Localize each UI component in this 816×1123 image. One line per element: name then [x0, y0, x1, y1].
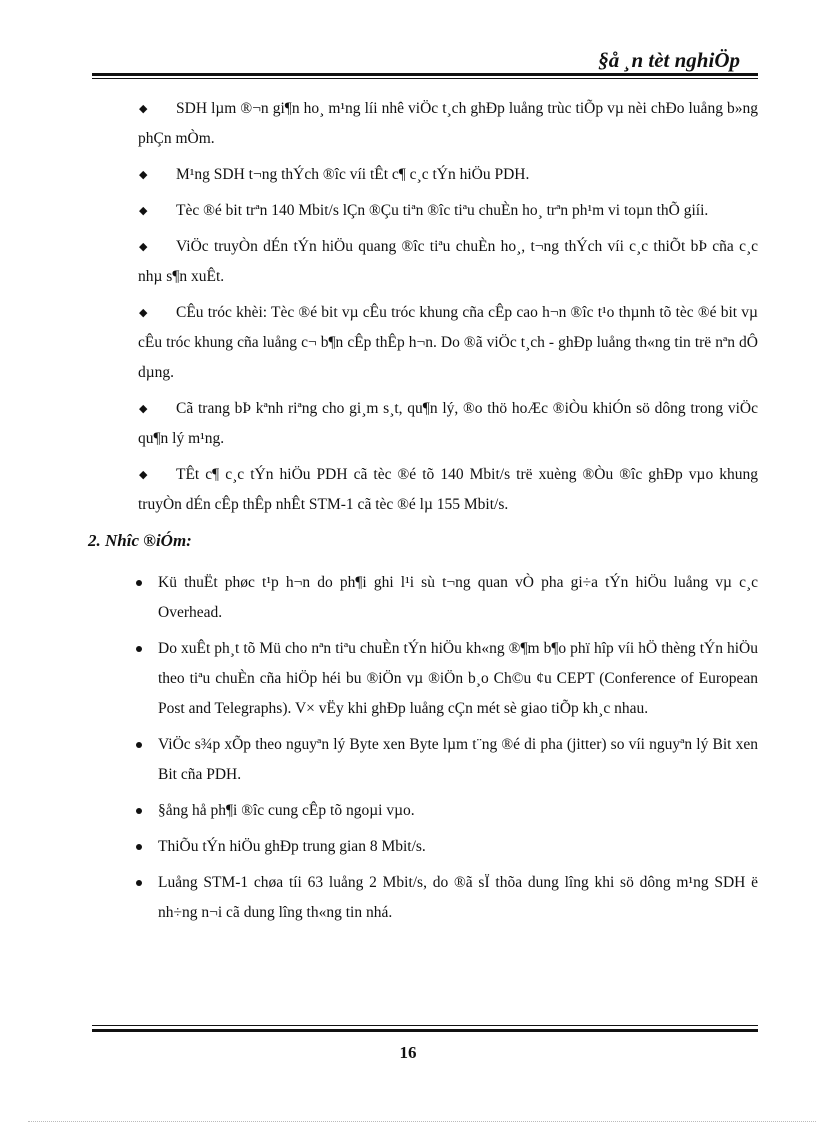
page-number: 16 [399, 1043, 417, 1062]
page-edge-dotted-line [28, 1121, 816, 1122]
section-heading: 2. Nhîc ®iÓm: [88, 531, 192, 550]
footer-rule [92, 1029, 758, 1032]
list-item: ◆ M¹ng SDH t¬ng thÝch ®îc víi tÊt c¶ c¸c tÝn hiÖu PDH. [92, 160, 758, 190]
section-advantages [92, 94, 758, 520]
list-item: ◆ TÊt c¶ c¸c tÝn hiÖu PDH cã tèc ®é tõ 140 Mbit/s trë xuèng ®Òu ®îc ghÐp vµo khung truyÒn dÉn cÊp thÊp nhÊt STM-1 cã tèc ®é lµ 155 Mbit/s. [92, 460, 758, 520]
round-bullet-icon [136, 880, 142, 886]
section-disadvantages [92, 568, 758, 928]
round-bullet-icon [136, 580, 142, 586]
diamond-bullet-icon: ◆ [139, 205, 148, 217]
list-item: ◆ CÊu tróc khèi: Tèc ®é bit vµ cÊu tróc khung cña cÊp cao h¬n ®îc t¹o thµnh tõ tèc ®é bit vµ cÊu tróc khung cña luång c¬ b¶n cÊp thÊp h¬n. Do ®ã viÖc t¸ch - ghÐp luång th«ng tin trë nªn dÔ dµng. [92, 298, 758, 388]
diamond-bullet-icon: ◆ [139, 307, 148, 319]
round-bullet-icon [136, 742, 142, 748]
list-item: Luång STM-1 chøa tíi 63 luång 2 Mbit/s, do ®ã sÏ thõa dung lîng khi sö dông m¹ng SDH ë nh÷ng n¬i cã dung lîng th«ng tin nhá. [92, 868, 758, 928]
header-title: §å ¸n tèt nghiÖp [598, 48, 740, 72]
list-item: ViÖc s¾p xÕp theo nguyªn lý Byte xen Byte lµm t¨ng ®é di pha (jitter) so víi nguyªn lý Bit xen Bit cña PDH. [92, 730, 758, 790]
header-rule-thin [92, 78, 758, 79]
list-item: ThiÕu tÝn hiÖu ghÐp trung gian 8 Mbit/s. [92, 832, 758, 862]
diamond-bullet-icon: ◆ [139, 469, 148, 481]
footer-rule-thin [92, 1025, 758, 1026]
list-item: Kü thuËt phøc t¹p h¬n do ph¶i ghi l¹i sù t¬ng quan vÒ pha gi÷a tÝn hiÖu luång vµ c¸c Overhead. [92, 568, 758, 628]
diamond-bullet-icon: ◆ [139, 403, 148, 415]
diamond-bullet-icon: ◆ [139, 169, 148, 181]
list-item: ◆ ViÖc truyÒn dÉn tÝn hiÖu quang ®îc tiªu chuÈn ho¸, t¬ng thÝch víi c¸c thiÕt bÞ cña c¸c nhµ s¶n xuÊt. [92, 232, 758, 292]
list-item: ◆ Cã trang bÞ kªnh riªng cho gi¸m s¸t, qu¶n lý, ®o thö hoÆc ®iÒu khiÓn sö dông trong viÖc qu¶n lý m¹ng. [92, 394, 758, 454]
page-body [88, 94, 758, 934]
header-rule [92, 73, 758, 76]
diamond-bullet-icon: ◆ [139, 103, 148, 115]
list-item: ◆ SDH lµm ®¬n gi¶n ho¸ m¹ng líi nhê viÖc t¸ch ghÐp luång trùc tiÕp vµ nèi chÐo luång b»ng phÇn mÒm. [92, 94, 758, 154]
list-item: ◆ Tèc ®é bit trªn 140 Mbit/s lÇn ®Çu tiªn ®îc tiªu chuÈn ho¸ trªn ph¹m vi toµn thÕ giíi. [92, 196, 758, 226]
list-item: Do xuÊt ph¸t tõ Mü cho nªn tiªu chuÈn tÝn hiÖu kh«ng ®¶m b¶o phï hîp víi hÖ thèng tÝn hiÖu theo tiªu chuÈn cña hiÖp héi bu ®iÖn vµ ®iÖn b¸o Ch©u ¢u CEPT (Conference of European Post and Telegraphs). V× vËy khi ghÐp luång cÇn mét sè giao tiÕp kh¸c nhau. [92, 634, 758, 724]
round-bullet-icon [136, 808, 142, 814]
list-item: §ång hå ph¶i ®îc cung cÊp tõ ngoµi vµo. [92, 796, 758, 826]
diamond-bullet-icon: ◆ [139, 241, 148, 253]
round-bullet-icon [136, 646, 142, 652]
round-bullet-icon [136, 844, 142, 850]
